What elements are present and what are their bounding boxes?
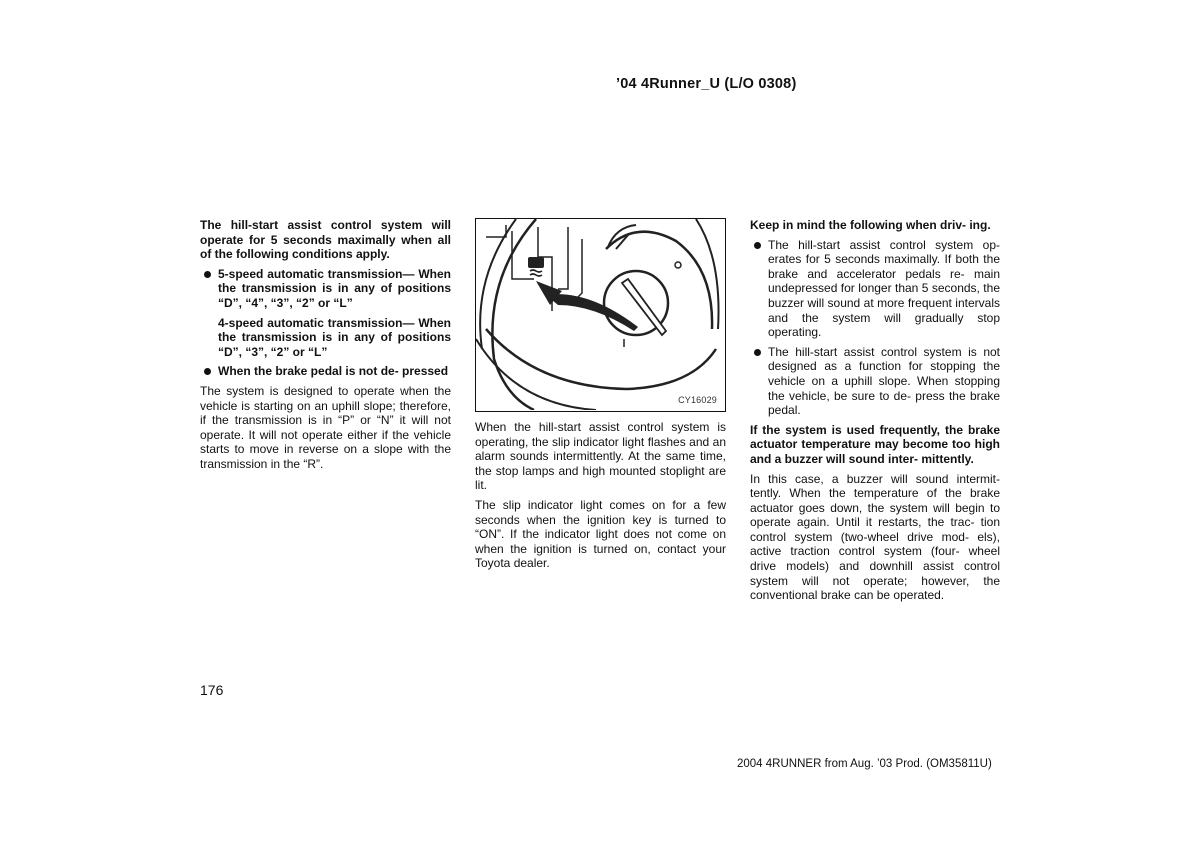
right-column xyxy=(750,218,1000,608)
left-body-text: The system is designed to operate when the vehicle is starting on an uphill slope; therefore, if the transmission is in “P” or “N” it will not operate. It will not operate either if the vehicle starts to move in reverse on a slope with the transmission in the “R”. xyxy=(200,383,451,471)
document-header-title: ’04 4Runner_U (L/O 0308) xyxy=(616,76,797,92)
right-body-text: In this case, a buzzer will sound intermit‑ tently. When the temperature of the brake actuator goes down, the system will begin to operate again. Until it restarts, the trac‑ tion control system (two‑wheel drive mod‑ els), active traction control system (four‑ wheel drive models) and downhill assist control system will not operate; however, the conventional brake can be operated. xyxy=(750,471,1000,603)
middle-paragraph-1: When the hill‑start assist control system is operating, the slip indicator light flashes and an alarm sounds intermittently. At the same time, the stop lamps and high mounted stoplight are lit. xyxy=(475,420,726,493)
right-bullet-duration xyxy=(750,238,1000,340)
left-column xyxy=(200,218,451,477)
middle-paragraph-2: The slip indicator light comes on for a few seconds when the ignition key is turned to “ON”. If the indicator light does not come on when the ignition is turned on, contact your Toyota dealer. xyxy=(475,497,726,571)
left-bullet-2-text: When the brake pedal is not de‑ pressed xyxy=(218,364,449,379)
footer-text: 2004 4RUNNER from Aug. ’03 Prod. (OM35811U) xyxy=(737,758,992,770)
left-bullet-brake xyxy=(200,364,451,379)
bullet-dot-icon xyxy=(754,349,761,356)
left-intro: The hill‑start assist control system will operate for 5 seconds maximally when all of the following conditions apply. xyxy=(200,218,451,262)
right-bullet-1-text: The hill‑start assist control system op‑ erates for 5 seconds maximally. If both the brake and accelerator pedals re‑ main undepressed for longer than 5 seconds, the buzzer will sound at more frequent intervals and the system will gradually stop operating. xyxy=(768,237,1000,340)
slip-indicator-icon xyxy=(528,257,544,276)
page-number: 176 xyxy=(200,682,224,698)
right-bullet-2-text: The hill‑start assist control system is not designed as a function for stopping the vehicle on a uphill slope. When stopping the vehicle, be sure to de‑ press the brake pedal. xyxy=(768,344,1000,418)
bullet-dot-icon xyxy=(204,271,211,278)
figure-code: CY16029 xyxy=(678,395,717,405)
left-bullet-1-text: 5‑speed automatic transmission— When the transmission is in any of positions “D”, “4”, “3”, “2” or “L” xyxy=(218,266,451,310)
middle-column xyxy=(475,420,726,576)
instrument-cluster-figure xyxy=(475,218,726,412)
left-bullet-1-subtext: 4‑speed automatic transmission— When the transmission is in any of positions “D”, “3”, “2” or “L” xyxy=(218,315,451,359)
right-bullet-stopping xyxy=(750,345,1000,418)
bullet-dot-icon xyxy=(204,368,211,375)
right-warning: If the system is used frequently, the brake actuator temperature may become too high and a buzzer will sound inter‑ mittently. xyxy=(750,422,1000,466)
left-bullet-transmission xyxy=(200,267,451,311)
right-heading: Keep in mind the following when driv‑ ing. xyxy=(750,218,991,232)
bullet-dot-icon xyxy=(754,242,761,249)
instrument-cluster-illustration xyxy=(476,219,724,410)
